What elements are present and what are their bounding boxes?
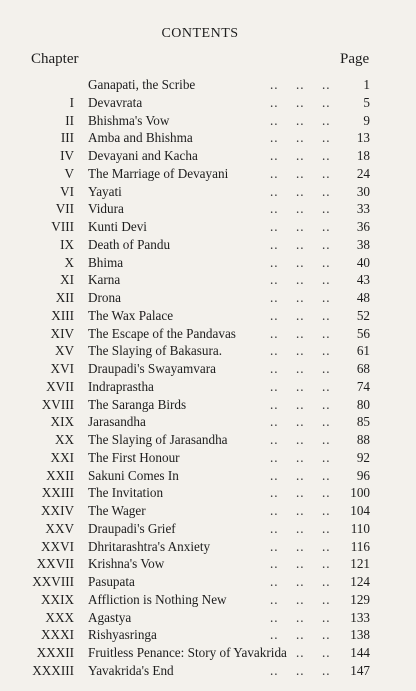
leader-dots: .. [296, 183, 305, 199]
page-number: 80 [356, 396, 370, 412]
leader-dots: .. [322, 662, 331, 678]
page-column-header: Page [340, 51, 370, 67]
toc-row [0, 573, 416, 591]
leader-dots: .. [296, 627, 305, 643]
page-number: 38 [356, 236, 370, 252]
toc-row [0, 218, 416, 236]
leader-dots: .. [270, 591, 279, 607]
toc-row [0, 271, 416, 289]
leader-dots: .. [270, 272, 279, 288]
page-number: 24 [356, 165, 370, 181]
toc-row [0, 254, 416, 272]
chapter-number: VIII [51, 219, 74, 234]
leader-dots: .. [270, 485, 279, 501]
chapter-number: XXVI [41, 538, 74, 554]
toc-row [0, 147, 416, 165]
chapter-title: Drona [88, 290, 121, 305]
chapter-number: X [64, 254, 74, 270]
leader-dots: .. [322, 290, 331, 305]
page-number: 48 [356, 290, 370, 305]
toc-row [0, 662, 416, 680]
chapter-title: Agastya [88, 609, 132, 625]
chapter-number: XXVIII [32, 574, 74, 589]
page-number: 138 [350, 627, 370, 643]
leader-dots: .. [322, 467, 331, 483]
chapter-title: Affliction is Nothing New [88, 591, 227, 607]
toc-row [0, 94, 416, 112]
leader-dots: .. [322, 414, 331, 430]
leader-dots: .. [270, 378, 279, 394]
leader-dots: .. [296, 574, 305, 589]
leader-dots: .. [322, 112, 331, 128]
page-number: 5 [363, 94, 370, 110]
chapter-title: Amba and Bhishma [88, 130, 193, 146]
chapter-title: The Escape of the Pandavas [88, 325, 236, 341]
page-number: 144 [350, 645, 370, 660]
leader-dots: .. [322, 183, 331, 199]
leader-dots: .. [270, 467, 279, 483]
page-number: 104 [350, 503, 370, 518]
leader-dots: .. [322, 556, 331, 572]
page-number: 36 [356, 219, 370, 234]
leader-dots: .. [296, 609, 305, 625]
leader-dots: .. [270, 307, 279, 323]
leader-dots: .. [296, 148, 305, 163]
toc-row [0, 591, 416, 609]
toc-row [0, 342, 416, 360]
leader-dots: .. [296, 378, 305, 394]
leader-dots: .. [296, 130, 305, 146]
leader-dots: .. [296, 485, 305, 501]
chapter-title: The Slaying of Jarasandha [88, 432, 228, 447]
chapter-title: Rishyasringa [88, 627, 157, 643]
leader-dots: .. [322, 201, 331, 217]
leader-dots: .. [270, 254, 279, 270]
chapter-number: XVII [46, 378, 74, 394]
leader-dots: .. [296, 645, 305, 660]
toc-row [0, 289, 416, 307]
chapter-title: The Wax Palace [88, 307, 174, 323]
page-number: 52 [356, 307, 370, 323]
chapter-column-header: Chapter [31, 51, 79, 67]
chapter-number: XXIII [41, 485, 74, 501]
chapter-title: Bhishma's Vow [88, 112, 170, 128]
chapter-title: Ganapati, the Scribe [88, 77, 196, 92]
leader-dots: .. [270, 236, 279, 252]
toc-row [0, 200, 416, 218]
leader-dots: .. [322, 77, 331, 92]
toc-list [0, 76, 416, 680]
leader-dots: .. [296, 414, 305, 430]
leader-dots: .. [322, 272, 331, 288]
leader-dots: .. [270, 609, 279, 625]
chapter-title: Devayani and Kacha [88, 148, 198, 163]
chapter-number: XIV [50, 325, 74, 341]
chapter-title: Jarasandha [88, 414, 146, 430]
leader-dots: .. [270, 662, 279, 678]
toc-row [0, 484, 416, 502]
leader-dots: .. [322, 538, 331, 554]
toc-row [0, 112, 416, 130]
page-number: 43 [356, 272, 370, 288]
leader-dots: .. [322, 378, 331, 394]
chapter-title: The Saranga Birds [88, 396, 187, 412]
leader-dots: .. [322, 627, 331, 643]
chapter-number: XIII [51, 307, 74, 323]
page-number: 88 [356, 432, 370, 447]
leader-dots: .. [270, 165, 279, 181]
leader-dots: .. [296, 591, 305, 607]
toc-row [0, 467, 416, 485]
leader-dots: .. [322, 485, 331, 501]
chapter-title: Fruitless Penance: Story of Yavakrida [88, 645, 287, 660]
toc-row [0, 396, 416, 414]
page-number: 9 [363, 112, 370, 128]
chapter-number: XVIII [41, 396, 74, 412]
chapter-title: The Slaying of Bakasura. [88, 343, 223, 359]
chapter-title: Yayati [88, 183, 122, 199]
chapter-number: XXVII [36, 556, 74, 572]
chapter-number: V [64, 165, 74, 181]
leader-dots: .. [296, 219, 305, 234]
toc-row [0, 431, 416, 449]
chapter-number: XXV [45, 520, 74, 536]
leader-dots: .. [296, 236, 305, 252]
page-number: 61 [356, 343, 370, 359]
leader-dots: .. [322, 645, 331, 660]
chapter-number: IV [60, 148, 74, 163]
leader-dots: .. [270, 396, 279, 412]
page-number: 33 [356, 201, 370, 217]
chapter-number: XXIV [41, 503, 74, 518]
page-number: 56 [356, 325, 370, 341]
leader-dots: .. [270, 130, 279, 146]
page-number: 110 [350, 520, 370, 536]
leader-dots: .. [296, 165, 305, 181]
toc-row [0, 76, 416, 94]
page-number: 116 [350, 538, 370, 554]
leader-dots: .. [322, 449, 331, 465]
leader-dots: .. [322, 432, 331, 447]
chapter-number: XXIX [41, 591, 74, 607]
leader-dots: .. [296, 290, 305, 305]
leader-dots: .. [296, 307, 305, 323]
toc-row [0, 165, 416, 183]
toc-row [0, 307, 416, 325]
toc-row [0, 520, 416, 538]
page-number: 1 [363, 77, 370, 92]
leader-dots: .. [322, 343, 331, 359]
chapter-title: Death of Pandu [88, 236, 171, 252]
leader-dots: .. [270, 343, 279, 359]
leader-dots: .. [322, 307, 331, 323]
leader-dots: .. [322, 609, 331, 625]
toc-row [0, 236, 416, 254]
toc-row [0, 449, 416, 467]
leader-dots: .. [296, 94, 305, 110]
chapter-number: XXXI [41, 627, 74, 643]
leader-dots: .. [270, 414, 279, 430]
chapter-title: The First Honour [88, 449, 180, 465]
toc-row [0, 325, 416, 343]
chapter-title: Kunti Devi [88, 219, 147, 234]
chapter-number: XXXIII [32, 662, 74, 678]
leader-dots: .. [270, 201, 279, 217]
chapter-number: II [65, 112, 74, 128]
page-number: 68 [356, 361, 370, 376]
leader-dots: .. [296, 325, 305, 341]
page-number: 129 [350, 591, 370, 607]
toc-row [0, 626, 416, 644]
leader-dots: .. [296, 396, 305, 412]
page-number: 13 [356, 130, 370, 146]
chapter-title: Sakuni Comes In [88, 467, 179, 483]
chapter-title: Krishna's Vow [88, 556, 165, 572]
chapter-number: XXXII [36, 645, 74, 660]
toc-row [0, 378, 416, 396]
leader-dots: .. [270, 290, 279, 305]
leader-dots: .. [322, 94, 331, 110]
toc-row [0, 609, 416, 627]
leader-dots: .. [322, 396, 331, 412]
chapter-number: VI [60, 183, 74, 199]
chapter-title: Indraprastha [88, 378, 154, 394]
page-number: 40 [356, 254, 370, 270]
leader-dots: .. [270, 219, 279, 234]
leader-dots: .. [322, 574, 331, 589]
leader-dots: .. [270, 503, 279, 518]
leader-dots: .. [322, 361, 331, 376]
chapter-title: Draupadi's Swayamvara [88, 361, 216, 376]
page-number: 124 [350, 574, 370, 589]
toc-row [0, 360, 416, 378]
toc-row [0, 644, 416, 662]
chapter-number: XX [54, 432, 74, 447]
leader-dots: .. [270, 77, 279, 92]
chapter-number: VII [55, 201, 74, 217]
leader-dots: .. [296, 556, 305, 572]
leader-dots: .. [270, 574, 279, 589]
leader-dots: .. [270, 627, 279, 643]
chapter-number: XII [55, 290, 74, 305]
page-number: 147 [350, 662, 370, 678]
leader-dots: .. [296, 449, 305, 465]
toc-row [0, 502, 416, 520]
chapter-number: XI [60, 272, 74, 288]
chapter-title: The Invitation [88, 485, 164, 501]
leader-dots: .. [296, 662, 305, 678]
leader-dots: .. [322, 219, 331, 234]
toc-row [0, 413, 416, 431]
leader-dots: .. [296, 112, 305, 128]
chapter-number: XVI [50, 361, 74, 376]
leader-dots: .. [270, 361, 279, 376]
page-number: 100 [350, 485, 370, 501]
leader-dots: .. [270, 432, 279, 447]
page-number: 133 [350, 609, 370, 625]
leader-dots: .. [322, 520, 331, 536]
leader-dots: .. [270, 556, 279, 572]
leader-dots: .. [270, 520, 279, 536]
chapter-title: Draupadi's Grief [88, 520, 176, 536]
chapter-title: Vidura [88, 201, 124, 217]
chapter-title: Bhima [88, 254, 124, 270]
toc-row [0, 183, 416, 201]
chapter-title: The Marriage of Devayani [88, 165, 229, 181]
leader-dots: .. [296, 77, 305, 92]
chapter-title: Yavakrida's End [88, 662, 174, 678]
leader-dots: .. [270, 112, 279, 128]
leader-dots: .. [296, 361, 305, 376]
chapter-number: XXX [45, 609, 74, 625]
chapter-number: I [69, 94, 74, 110]
page-number: 121 [350, 556, 370, 572]
leader-dots: .. [296, 467, 305, 483]
contents-heading: CONTENTS [161, 26, 239, 41]
chapter-title: Dhritarashtra's Anxiety [88, 538, 211, 554]
leader-dots: .. [322, 254, 331, 270]
leader-dots: .. [270, 148, 279, 163]
leader-dots: .. [270, 538, 279, 554]
chapter-number: XV [54, 343, 74, 359]
leader-dots: .. [270, 325, 279, 341]
page-number: 85 [356, 414, 370, 430]
toc-row [0, 538, 416, 556]
page-number: 96 [356, 467, 370, 483]
leader-dots: .. [296, 432, 305, 447]
leader-dots: .. [270, 449, 279, 465]
leader-dots: .. [322, 236, 331, 252]
leader-dots: .. [296, 201, 305, 217]
chapter-number: XXI [50, 449, 74, 465]
leader-dots: .. [322, 148, 331, 163]
leader-dots: .. [296, 538, 305, 554]
chapter-title: Pasupata [88, 574, 135, 589]
page-number: 92 [356, 449, 370, 465]
chapter-title: Devavrata [88, 94, 143, 110]
chapter-title: Karna [88, 272, 121, 288]
leader-dots: .. [322, 503, 331, 518]
leader-dots: .. [270, 94, 279, 110]
leader-dots: .. [296, 343, 305, 359]
page-number: 30 [356, 183, 370, 199]
toc-row [0, 555, 416, 573]
page-number: 74 [356, 378, 370, 394]
leader-dots: .. [296, 272, 305, 288]
leader-dots: .. [296, 503, 305, 518]
page-number: 18 [356, 148, 370, 163]
leader-dots: .. [322, 591, 331, 607]
chapter-number: XXII [46, 467, 74, 483]
leader-dots: .. [322, 325, 331, 341]
chapter-number: XIX [50, 414, 74, 430]
leader-dots: .. [270, 183, 279, 199]
leader-dots: .. [322, 165, 331, 181]
chapter-title: The Wager [88, 503, 146, 518]
leader-dots: .. [296, 254, 305, 270]
toc-row [0, 129, 416, 147]
chapter-number: IX [60, 236, 74, 252]
leader-dots: .. [296, 520, 305, 536]
chapter-number: III [60, 130, 74, 146]
leader-dots: .. [322, 130, 331, 146]
